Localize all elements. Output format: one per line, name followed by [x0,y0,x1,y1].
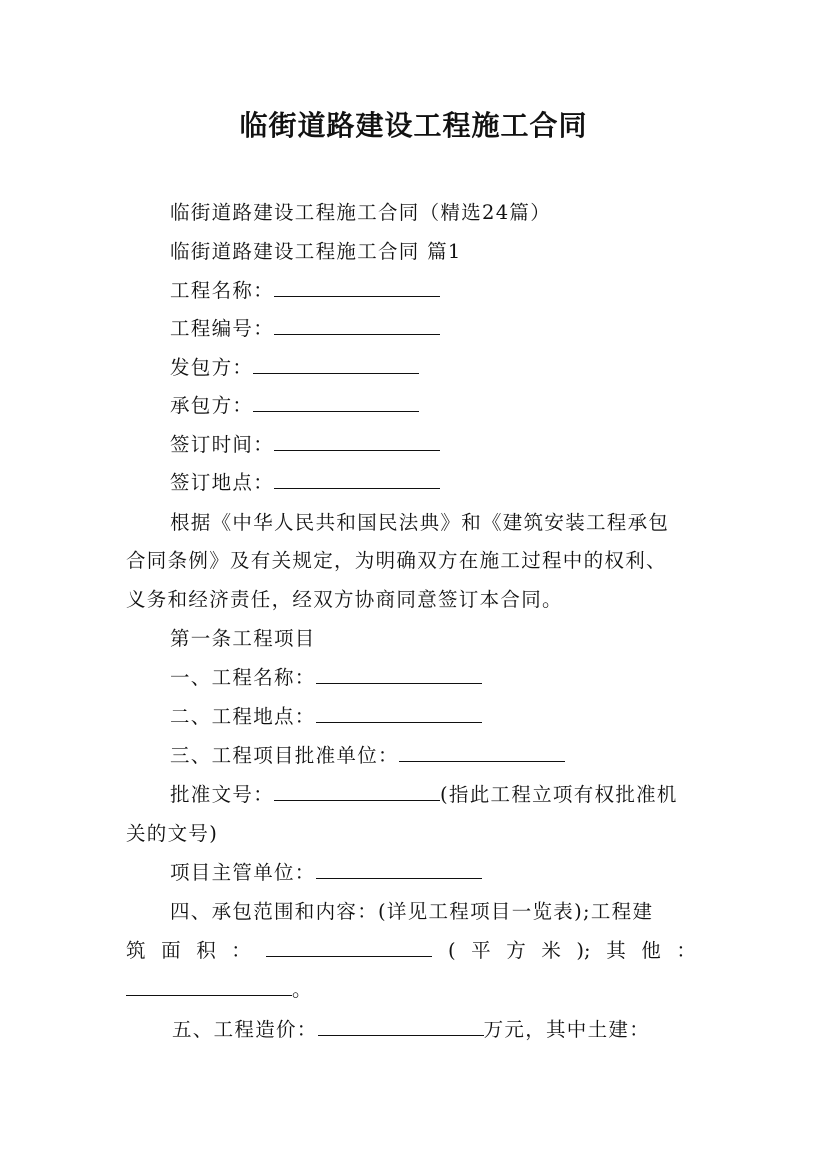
item-label: 二、工程地点： [170,705,316,728]
fill-blank [399,743,565,762]
fill-blank [316,704,482,723]
field-label: 签订时间： [170,433,275,456]
item-approval-unit [170,743,565,769]
text-char: 平 [471,939,491,962]
section-heading: 临街道路建设工程施工合同 篇1 [170,240,462,263]
item-supervisor [170,860,482,886]
fill-blank [274,470,440,489]
fill-blank [316,860,482,879]
field-label: 发包方： [170,356,254,379]
field-sign-place [170,470,440,496]
field-label: 工程名称： [170,279,275,302]
fill-blank [126,977,292,996]
item4-line-3 [126,977,313,1003]
field-contractor [170,393,419,419]
field-project-name [170,278,440,304]
text-char: 米 [541,939,561,962]
item-project-location [170,704,482,730]
item-label: 批准文号： [170,783,275,806]
fill-blank [274,316,440,335]
text-char: ： [676,939,696,962]
approval-number-line [170,782,678,808]
approval-note: (指此工程立项有权批准机 [440,783,678,806]
fill-blank [316,665,482,684]
text-char: 方 [506,939,526,962]
approval-note-cont: 关的文号) [126,822,219,845]
item-label-cont: 万元，其中土建： [483,1018,651,1041]
intro-line-1: 根据《中华人民共和国民法典》和《建筑安装工程承包 [170,511,670,534]
item4-line-1: 四、承包范围和内容：(详见工程项目一览表);工程建 [170,900,654,923]
item5-line [172,1017,650,1043]
fill-blank [274,782,440,801]
item-label: 三、工程项目批准单位： [170,744,399,767]
fill-blank [274,432,440,451]
fill-blank [318,1017,484,1036]
period: 。 [292,978,313,1001]
document-subtitle: 临街道路建设工程施工合同（精选24篇） [170,201,552,224]
item-label: 一、工程名称： [170,666,316,689]
text-char: 面 [161,939,181,962]
fill-blank [253,355,419,374]
intro-line-3: 义务和经济责任，经双方协商同意签订本合同。 [126,588,563,611]
field-employer [170,355,419,381]
text-char: 积 [196,939,216,962]
fill-blank [253,393,419,412]
article-heading: 第一条工程项目 [170,627,316,650]
text-char: ( [447,939,456,962]
text-char: 其 [606,939,626,962]
field-label: 承包方： [170,394,254,417]
document-title: 临街道路建设工程施工合同 [239,109,588,142]
item-label: 项目主管单位： [170,861,316,884]
item4-line-2 [126,938,696,964]
item-label: 五、工程造价： [172,1018,318,1041]
text-char: ); [576,939,591,962]
fill-blank [274,278,440,297]
text-char: ： [231,939,251,962]
fill-blank [266,938,432,957]
field-sign-time [170,432,440,458]
intro-line-2: 合同条例》及有关规定，为明确双方在施工过程中的权利、 [126,549,667,572]
field-label: 工程编号： [170,317,275,340]
field-project-number [170,316,440,342]
text-char: 筑 [126,939,146,962]
text-char: 他 [641,939,661,962]
item-project-name [170,665,482,691]
field-label: 签订地点： [170,471,275,494]
